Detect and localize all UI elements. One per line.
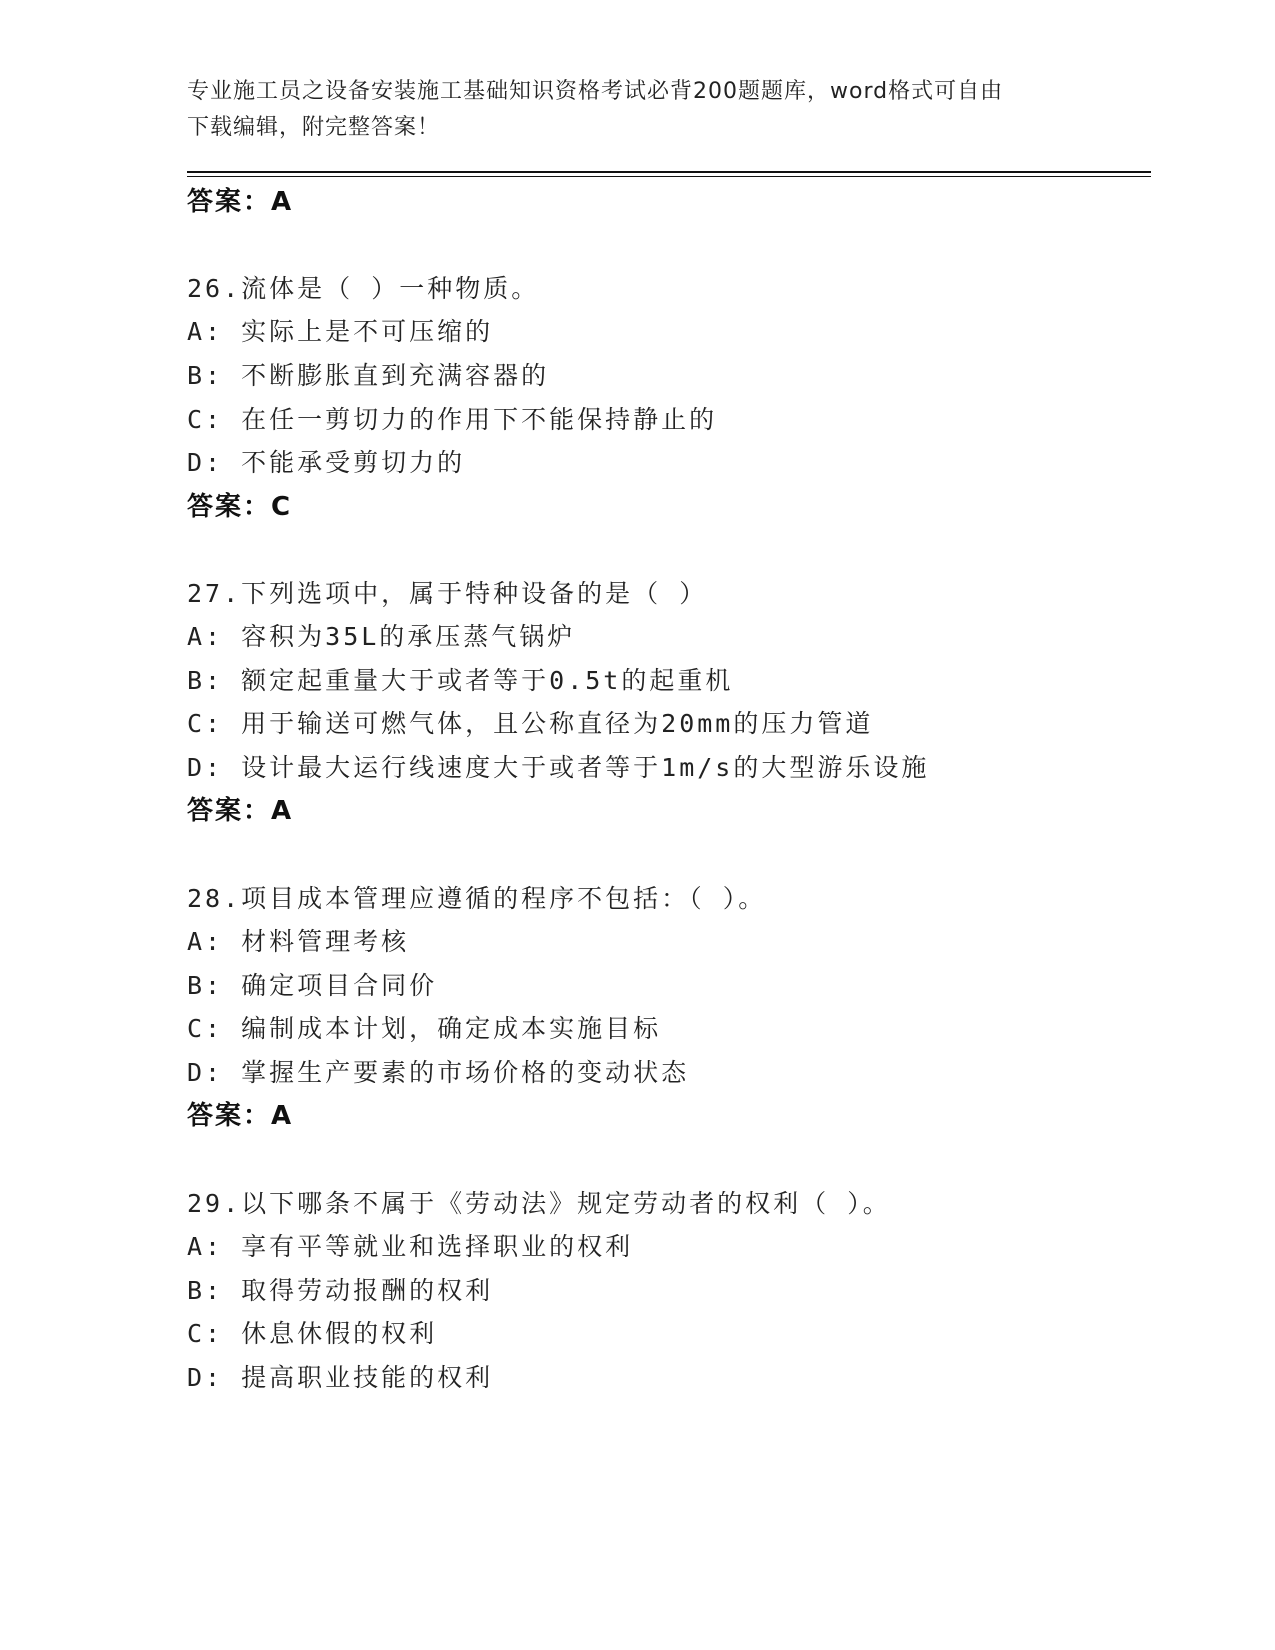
header-rule-thin [187,176,1151,177]
option-a: A: 享有平等就业和选择职业的权利 [187,1232,634,1261]
previous-answer: 答案：A [187,187,294,217]
question-stem: 29.以下哪条不属于《劳动法》规定劳动者的权利（ ）。 [187,1189,891,1218]
header-rule-thick [187,171,1151,173]
option-b: B: 不断膨胀直到充满容器的 [187,361,550,390]
answer: 答案：A [187,1101,294,1131]
header-line-1: 专业施工员之设备安装施工基础知识资格考试必背200题题库，word格式可自由 [187,79,1004,104]
option-c: C: 在任一剪切力的作用下不能保持静止的 [187,405,718,434]
question-stem: 26.流体是（ ）一种物质。 [187,274,540,303]
option-b: B: 确定项目合同价 [187,971,438,1000]
header-line-2: 下载编辑，附完整答案！ [187,115,441,140]
option-a: A: 实际上是不可压缩的 [187,317,494,346]
option-d: D: 掌握生产要素的市场价格的变动状态 [187,1058,690,1087]
option-d: D: 设计最大运行线速度大于或者等于1m/s的大型游乐设施 [187,753,930,782]
option-b: B: 额定起重量大于或者等于0.5t的起重机 [187,666,734,695]
document-header [187,74,1067,146]
option-a: A: 材料管理考核 [187,927,410,956]
answer: 答案：A [187,796,294,826]
answer: 答案：C [187,492,293,522]
option-b: B: 取得劳动报酬的权利 [187,1276,494,1305]
option-c: C: 用于输送可燃气体，且公称直径为20mm的压力管道 [187,709,874,738]
option-c: C: 编制成本计划，确定成本实施目标 [187,1014,662,1043]
option-d: D: 不能承受剪切力的 [187,448,466,477]
question-stem: 28.项目成本管理应遵循的程序不包括：（ ）。 [187,884,767,913]
option-a: A: 容积为35L的承压蒸气锅炉 [187,622,576,651]
option-d: D: 提高职业技能的权利 [187,1363,494,1392]
option-c: C: 休息休假的权利 [187,1319,438,1348]
question-stem: 27.下列选项中，属于特种设备的是（ ） [187,579,708,608]
